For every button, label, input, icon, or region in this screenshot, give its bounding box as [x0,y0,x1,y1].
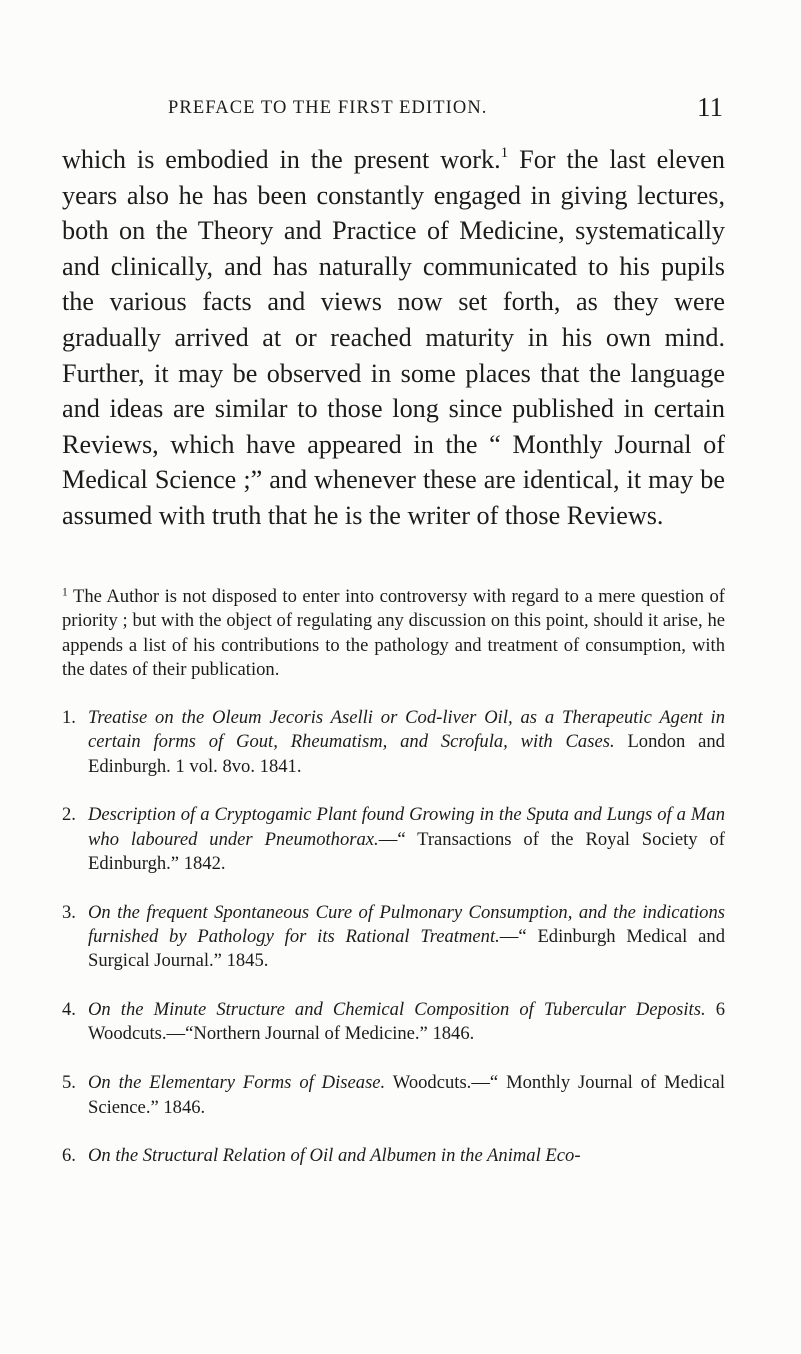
publication-number: 5. [62,1072,76,1094]
publication-title: On the Elementary Forms of Disease. [88,1072,386,1094]
publication-details: 6 Woodcuts.—“Northern Journal of Medicine.” 1846. [88,999,725,1045]
body-text-start: which is embodied in the present work. [62,145,501,174]
page-number: 11 [697,92,723,122]
publication-number: 2. [62,804,76,826]
body-text-end: For the last eleven years also he has been constantly engaged in giving lectures, both on the Theory and Practice of Medicine, systematically and clinically, and has naturally communicated to his pupils the various facts and views now set forth, as they were gradually arrived at or reached maturity in his own mind. Further, it may be observed in some places that the language and ideas are similar to those long since published in certain Reviews, which have appeared in the “ Monthly Journal of Medical Science ;” and whenever these are identical, it may be assumed with truth that he is the writer of those Reviews. [62,145,725,530]
footnote-text: The Author is not disposed to enter into controversy with regard to a mere question of priority ; but with the object of regulating any discussion on this point, should it arise, he appends a list of his contributions to the pathology and treatment of consumption, with the dates of their publication. [62,586,726,680]
publication-item [62,1071,725,1120]
body-paragraph [62,142,725,534]
footnote-reference: 1 [500,144,509,162]
publication-details: —“ Transactions of the Royal Society of Edinburgh.” 1842. [88,828,725,874]
running-title: PREFACE TO THE FIRST EDITION. [168,98,488,118]
publication-number: 1. [62,707,76,728]
publication-title: On the Minute Structure and Chemical Composition of Tubercular Deposits. [88,999,706,1021]
footnote [62,585,725,682]
publication-title: On the Structural Relation of Oil and Albumen in the Animal Eco- [88,1145,581,1167]
publication-number: 4. [62,999,76,1021]
publication-item [62,998,725,1047]
publications-list [62,706,725,1168]
publication-title: Description of a Cryptogamic Plant found Growing in the Sputa and Lungs of a Man who laboured under Pneumothorax. [88,804,725,850]
footnote-mark: 1 [62,586,68,599]
publication-number: 6. [62,1145,76,1167]
publication-item [62,901,725,974]
publication-number: 3. [62,901,76,923]
page-header [168,92,723,124]
publication-details: —“ Edinburgh Medical and Surgical Journal.” 1845. [88,926,725,972]
publication-item [62,803,725,876]
publication-item [62,1144,725,1168]
publication-title: On the frequent Spontaneous Cure of Pulmonary Consumption, and the indications furnished by Pathology for its Rational Treatment. [88,901,725,948]
publication-title: Treatise on the Oleum Jecoris Aselli or Cod-liver Oil, as a Therapeutic Agent in certain forms of Gout, Rheumatism, and Scrofula, with Cases. [88,707,725,753]
publication-item [62,706,725,779]
publication-details: Woodcuts.—“ Monthly Journal of Medical Science.” 1846. [88,1072,725,1118]
publication-details: London and Edinburgh. 1 vol. 8vo. 1841. [88,731,725,777]
